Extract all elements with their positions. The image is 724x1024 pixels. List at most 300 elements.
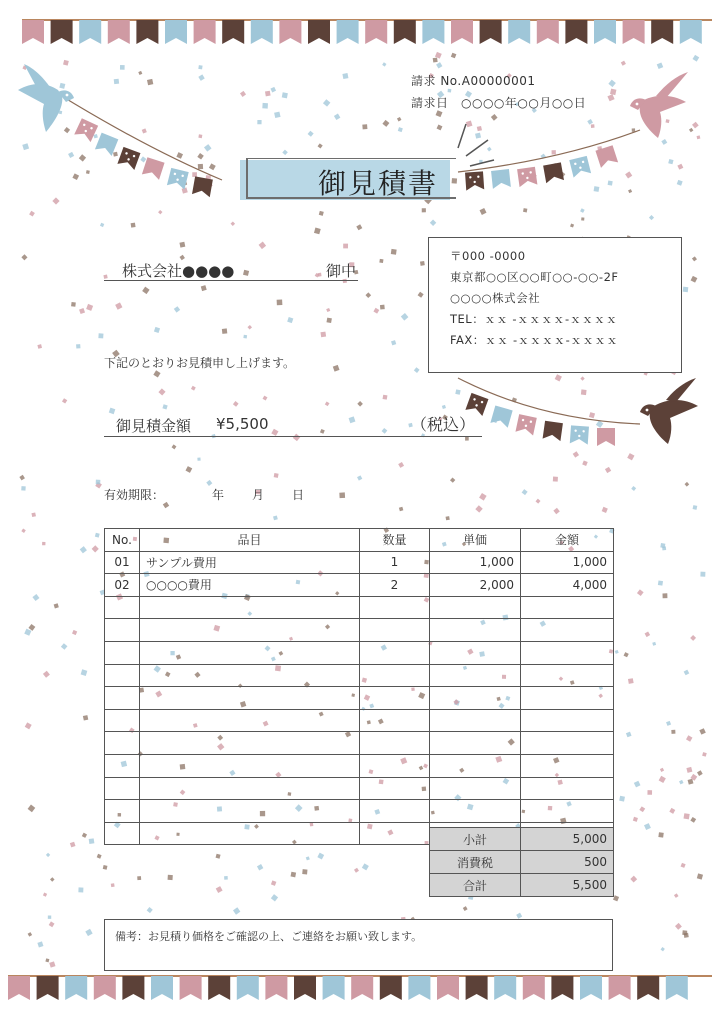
confetti-piece [168,875,173,880]
confetti-piece [68,152,74,158]
cell-unit-price [430,709,521,732]
confetti-piece [391,249,397,255]
confetti-piece [140,156,146,162]
cell-amount [521,687,614,710]
confetti-piece [628,189,632,193]
confetti-piece [693,55,700,62]
confetti-piece [690,635,696,641]
confetti-piece [671,730,675,734]
confetti-piece [398,127,403,132]
confetti-piece [649,215,654,220]
bunting-flag [108,20,130,44]
confetti-piece [61,643,68,650]
confetti-piece [573,451,579,457]
sender-tel: TEL：ｘｘ -ｘｘｘｘ-ｘｘｘｘ [450,312,618,326]
confetti-piece [697,770,703,776]
garland-flag [543,421,563,441]
cell-unit-price [430,754,521,777]
cell-item [140,641,360,664]
confetti-piece [365,292,371,298]
confetti-piece [198,164,203,169]
bottom-bunting [8,976,688,1000]
cell-unit-price [430,732,521,755]
confetti-piece [96,480,101,485]
garland-flag [515,414,536,435]
confetti-piece [45,958,49,962]
bunting-flag [651,20,673,44]
confetti-piece [49,961,55,967]
confetti-piece [81,669,88,676]
client-honorific: 御中 [325,262,356,280]
table-row [105,709,614,732]
cell-qty [360,596,430,619]
confetti-piece [669,808,675,814]
sender-fax: FAX：ｘｘ -ｘｘｘｘ-ｘｘｘｘ [450,333,619,347]
tax-label: 消費税 [430,851,521,874]
confetti-piece [197,458,200,461]
cell-item: ○○○○費用 [140,574,360,597]
confetti-piece [591,124,595,128]
cell-item [140,754,360,777]
bunting-flag [94,976,116,1000]
confetti-piece [536,499,541,504]
confetti-piece [700,572,705,577]
bunting-flag [351,976,373,1000]
confetti-piece [373,308,379,314]
confetti-piece [259,242,267,250]
confetti-piece [277,299,283,305]
confetti-piece [28,805,36,813]
confetti-piece [59,83,65,89]
cell-no: 01 [105,551,140,574]
confetti-piece [233,401,239,407]
cell-item [140,822,360,845]
cell-unit-price [430,641,521,664]
confetti-piece [480,208,487,215]
confetti-piece [42,542,45,545]
confetti-piece [28,624,35,631]
confetti-piece [314,228,321,235]
confetti-piece [697,873,703,879]
table-row [105,574,614,597]
confetti-piece [70,842,76,848]
bunting-flag [466,976,488,1000]
confetti-piece [179,242,185,248]
confetti-piece [317,853,324,860]
bunting-flag [680,20,702,44]
bunting-flag [523,976,545,1000]
confetti-piece [491,114,498,121]
confetti-piece [661,139,667,145]
confetti-piece [691,276,698,283]
cell-item [140,596,360,619]
confetti-piece [222,328,227,333]
confetti-piece [111,883,115,887]
cell-unit-price: 1,000 [430,551,521,574]
bunting-flag [494,976,516,1000]
confetti-piece [233,907,240,914]
confetti-piece [639,806,645,812]
confetti-piece [414,367,420,373]
bunting-flag [394,20,416,44]
confetti-piece [624,652,629,657]
table-row [105,596,614,619]
confetti-piece [86,304,93,311]
confetti-piece [466,121,473,128]
bunting-flag [194,20,216,44]
bunting-flag [37,976,59,1000]
bunting-flag [551,976,573,1000]
bunting-flag [251,20,273,44]
client-line [104,258,358,281]
confetti-piece [32,594,39,601]
confetti-piece [675,923,682,930]
confetti-piece [356,224,362,230]
confetti-piece [637,589,644,596]
confetti-piece [306,856,310,860]
confetti-piece [666,721,671,726]
confetti-piece [702,752,707,757]
cell-qty: 2 [360,574,430,597]
cell-amount [521,709,614,732]
top-bunting [22,20,702,44]
remarks-text: 備考：お見積り価格をご確認の上、ご連絡をお願い致します。 [115,930,423,943]
confetti-piece [100,223,104,227]
table-header-row [105,529,614,552]
bunting-flag [422,20,444,44]
confetti-piece [64,127,70,133]
confetti-piece [677,164,683,170]
bunting-flag [180,976,202,1000]
confetti-piece [608,181,613,186]
confetti-piece [37,344,42,349]
confetti-piece [688,779,694,785]
confetti-piece [692,256,697,261]
bunting-flag [265,976,287,1000]
confetti-piece [198,65,202,69]
confetti-piece [82,833,87,838]
col-header-qty: 数量 [360,529,430,552]
cell-item [140,709,360,732]
cell-unit-price [430,664,521,687]
bunting-flag [122,976,144,1000]
confetti-piece [487,147,492,152]
confetti-piece [71,302,76,307]
confetti-piece [49,921,55,927]
table-row [105,754,614,777]
cell-unit-price [430,800,521,823]
confetti-piece [683,287,689,293]
confetti-piece [80,546,87,553]
bunting-flag [623,20,645,44]
request-number: 請求 No.A00000001 [411,74,536,88]
bird-blue-icon [18,64,74,132]
confetti-piece [37,941,43,947]
confetti-piece [54,603,59,608]
table-row [105,551,614,574]
confetti-piece [98,333,103,338]
confetti-piece [216,886,223,893]
confetti-piece [658,581,663,586]
bunting-flag [380,976,402,1000]
confetti-piece [333,365,340,372]
confetti-piece [240,91,246,97]
confetti-piece [610,89,616,95]
confetti-piece [174,306,180,312]
bird-pink-icon [630,72,688,138]
confetti-piece [465,437,469,441]
table-row [105,619,614,642]
bunting-flag [437,976,459,1000]
confetti-piece [147,907,153,913]
items-table [104,528,614,845]
bunting-flag [480,20,502,44]
confetti-piece [689,128,693,132]
confetti-piece [362,863,369,870]
bunting-flag [666,976,688,1000]
confetti-piece [334,114,340,120]
confetti-piece [103,865,108,870]
table-row [105,641,614,664]
confetti-piece [325,401,330,406]
confetti-piece [339,492,345,498]
confetti-piece [257,120,261,124]
bunting-flag [637,976,659,1000]
confetti-piece [48,915,51,918]
confetti-piece [326,308,330,312]
confetti-piece [43,893,47,897]
bunting-flag [222,20,244,44]
confetti-piece [265,91,271,97]
cell-no [105,641,140,664]
cell-item [140,777,360,800]
confetti-piece [398,462,404,468]
confetti-piece [605,467,611,473]
cell-unit-price [430,596,521,619]
confetti-piece [630,876,637,883]
confetti-piece [172,444,177,449]
confetti-piece [22,143,29,150]
confetti-piece [681,863,686,868]
confetti-piece [382,120,389,127]
garland-flag [192,176,213,197]
cell-item [140,800,360,823]
confetti-piece [625,171,632,178]
col-header-no: No. [105,529,140,552]
confetti-piece [243,335,247,339]
confetti-piece [446,516,450,520]
confetti-piece [362,124,367,129]
confetti-piece [475,133,481,139]
cell-amount: 1,000 [521,551,614,574]
confetti-piece [308,131,314,137]
tax-value: 500 [521,851,614,874]
confetti-piece [607,94,614,101]
confetti-piece [516,913,522,919]
confetti-piece [31,513,36,518]
bunting-flag [508,20,530,44]
confetti-piece [192,172,197,177]
confetti-piece [399,507,403,511]
confetti-piece [582,460,588,466]
confetti-piece [420,261,425,266]
confetti-piece [291,872,297,878]
confetti-piece [97,854,102,859]
confetti-piece [209,163,216,170]
bunting-flag [136,20,158,44]
confetti-piece [581,389,587,395]
subtotal-value: 5,000 [521,828,614,851]
cell-item [140,664,360,687]
confetti-piece [357,475,362,480]
left-garland-rope [60,95,222,180]
table-row [105,800,614,823]
confetti-piece [274,112,280,118]
confetti-piece [674,893,679,898]
confetti-piece [594,186,600,192]
confetti-piece [455,389,460,394]
garland-flag [517,167,537,187]
confetti-piece [697,135,701,139]
confetti-piece [198,74,204,80]
confetti-piece [29,211,35,217]
confetti-piece [85,929,92,936]
col-header-amount: 金額 [521,529,614,552]
bunting-flag [609,976,631,1000]
bunting-flag [237,976,259,1000]
confetti-piece [522,489,528,495]
cell-no [105,800,140,823]
confetti-piece [580,208,585,213]
garland-flag [490,406,512,428]
cell-no [105,709,140,732]
table-row [105,777,614,800]
confetti-piece [158,388,165,395]
confetti-piece [418,292,424,298]
confetti-piece [553,508,559,514]
confetti-piece [587,119,593,125]
confetti-piece [463,906,468,911]
bird-brown-icon [640,378,698,444]
confetti-piece [627,453,634,460]
confetti-piece [580,376,584,380]
cell-unit-price [430,619,521,642]
confetti-piece [477,126,482,131]
confetti-piece [86,170,90,174]
confetti-piece [131,223,136,228]
cell-amount [521,596,614,619]
confetti-piece [570,223,574,227]
bunting-flag [337,20,359,44]
confetti-piece [357,401,363,407]
confetti-piece [553,477,558,482]
confetti-piece [652,642,656,646]
confetti-piece [28,932,33,937]
confetti-piece [693,505,698,510]
confetti-piece [92,545,99,552]
confetti-piece [401,313,409,321]
bunting-flag [165,20,187,44]
confetti-piece [114,79,119,84]
confetti-piece [451,53,457,59]
sender-address: 東京都○○区○○町○○-○○-2F [450,270,619,284]
col-header-unit-price: 単価 [430,529,521,552]
confetti-piece [589,412,595,418]
garland-flag [74,118,98,142]
confetti-piece [115,302,122,309]
cell-qty [360,732,430,755]
confetti-piece [475,505,482,512]
confetti-piece [342,73,348,79]
confetti-piece [684,670,690,676]
confetti-piece [343,244,348,249]
confetti-piece [83,715,88,720]
cell-amount [521,800,614,823]
confetti-piece [95,533,100,538]
confetti-piece [43,671,50,678]
cell-item [140,732,360,755]
confetti-piece [380,305,385,310]
confetti-piece [46,853,50,857]
confetti-piece [319,211,324,216]
table-row [105,732,614,755]
confetti-piece [50,877,55,882]
cell-qty [360,641,430,664]
confetti-piece [645,632,651,638]
confetti-piece [679,780,683,784]
bunting-flag [151,976,173,1000]
cell-amount: 4,000 [521,574,614,597]
cell-qty: 1 [360,551,430,574]
confetti-piece [197,153,204,160]
bunting-flag [294,976,316,1000]
confetti-piece [619,796,625,802]
confetti-piece [657,63,664,70]
garland-flag [167,168,189,190]
cell-amount [521,619,614,642]
cell-no [105,732,140,755]
cell-amount [521,641,614,664]
cell-qty [360,664,430,687]
confetti-piece [198,134,202,138]
confetti-piece [154,327,160,333]
confetti-piece [76,344,80,348]
confetti-piece [176,152,183,159]
confetti-piece [677,180,683,186]
confetti-piece [555,374,562,381]
bunting-flag [365,20,387,44]
confetti-piece [615,650,619,654]
bunting-flag [408,976,430,1000]
confetti-piece [660,768,664,772]
confetti-piece [690,817,696,823]
confetti-piece [120,65,125,70]
sender-company: ○○○○株式会社 [450,291,541,305]
subtotal-label: 小計 [430,828,521,851]
cell-item: サンプル費用 [140,551,360,574]
confetti-piece [158,210,162,214]
confetti-piece [52,197,59,204]
confetti-piece [323,99,330,106]
confetti-piece [479,493,487,501]
confetti-piece [450,477,455,482]
confetti-piece [191,386,196,391]
garland-flag [597,428,615,446]
confetti-piece [379,259,383,263]
remarks-box [104,919,613,971]
confetti-piece [685,482,690,487]
cell-item [140,687,360,710]
